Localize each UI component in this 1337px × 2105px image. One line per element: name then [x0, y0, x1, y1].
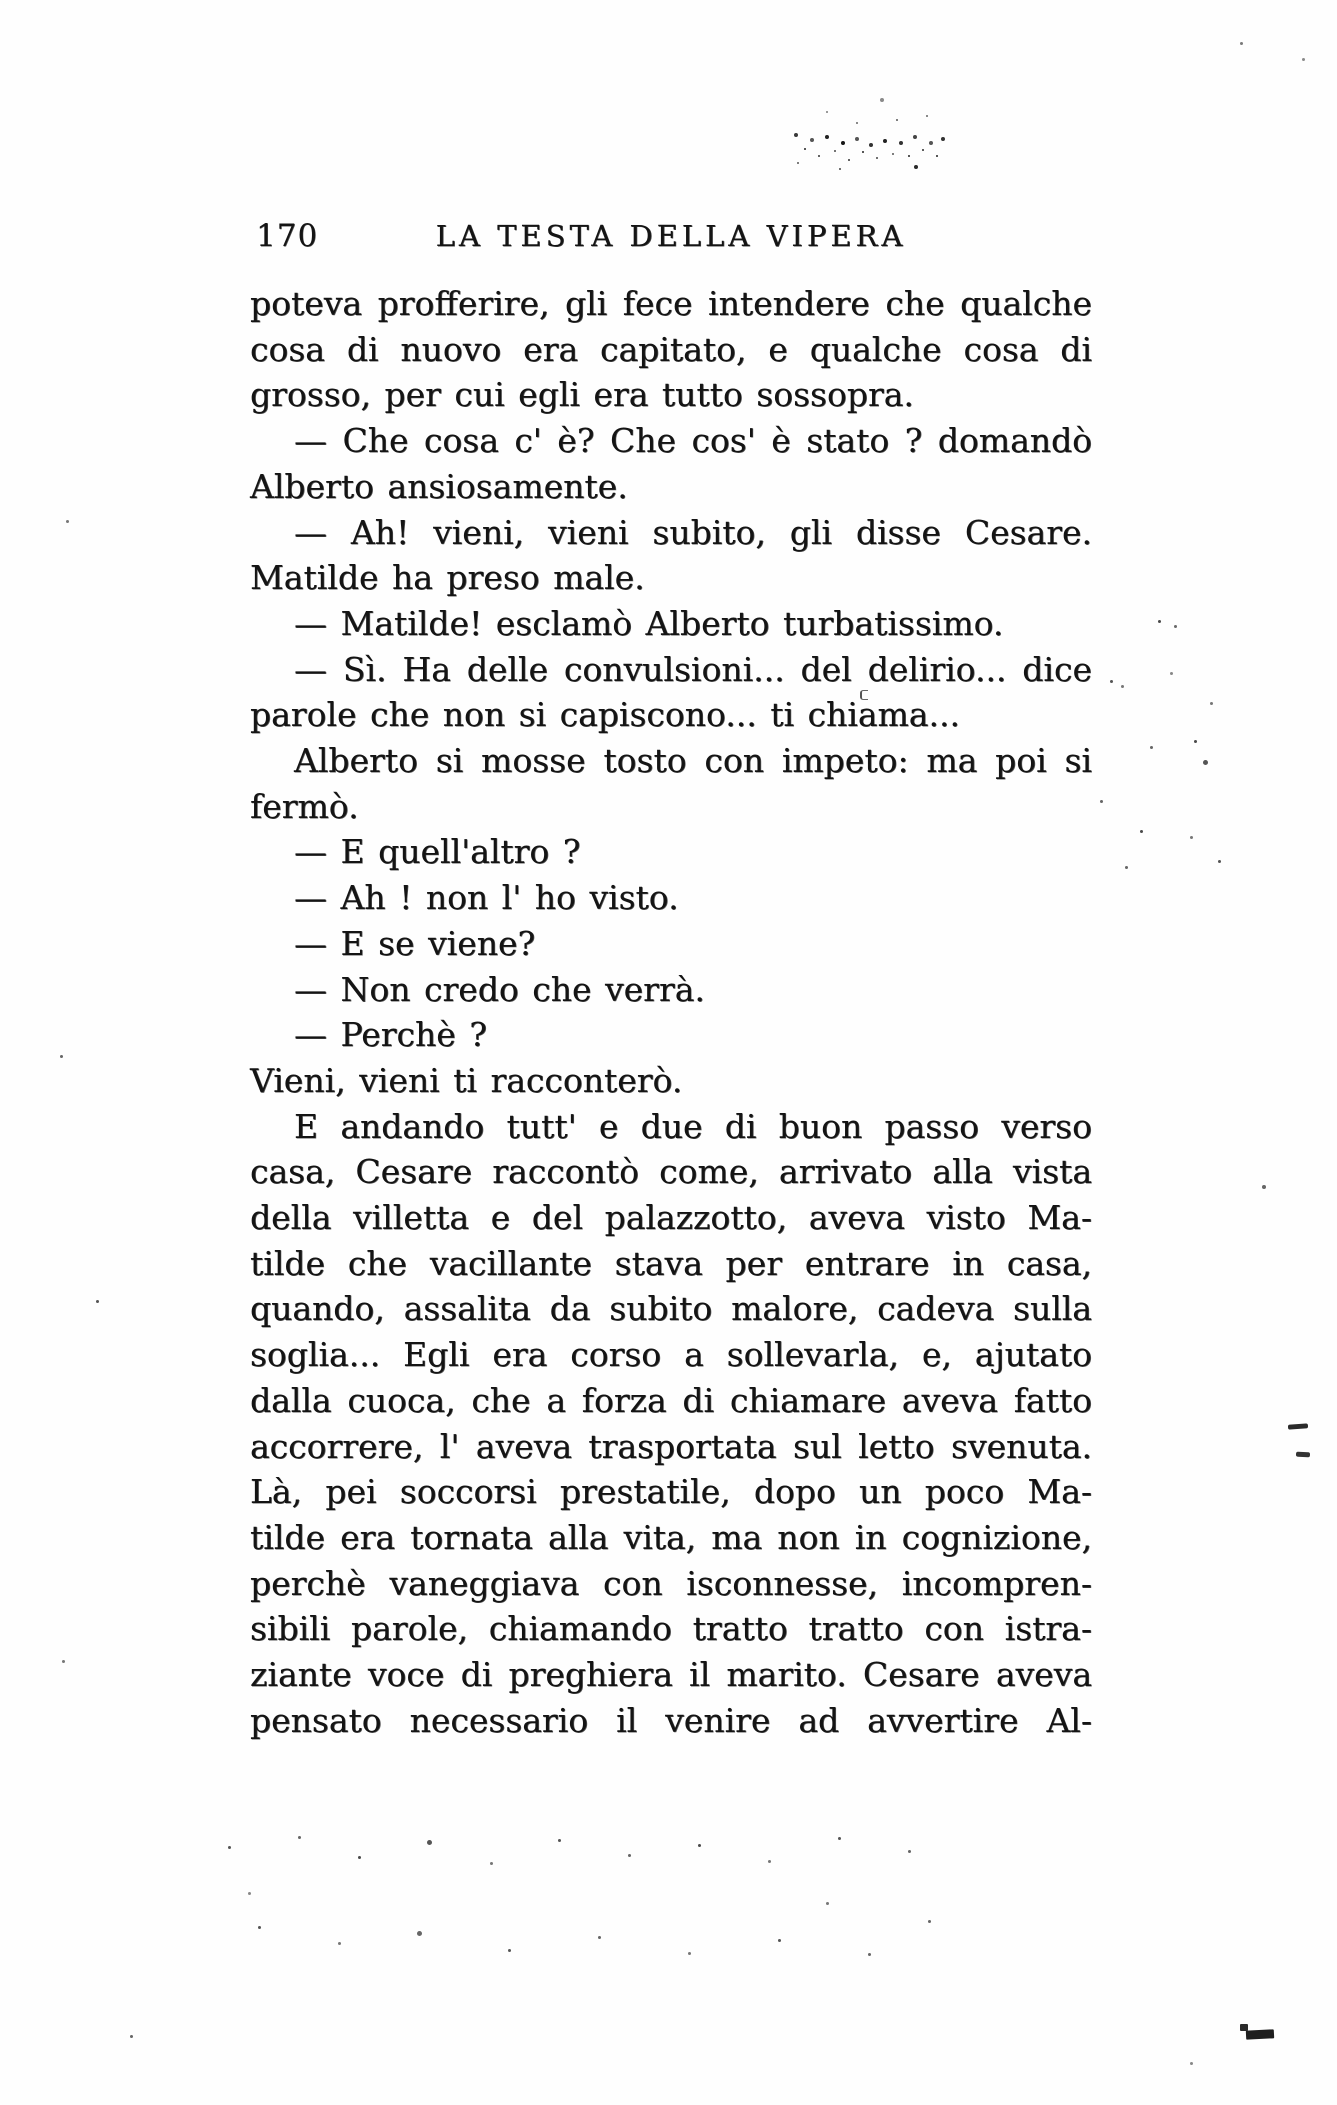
text-line: sibili parole, chiamando tratto tratto con istra-: [250, 1609, 1092, 1649]
text-line: — Perchè ?: [294, 1015, 487, 1055]
text-line: ziante voce di preghiera il marito. Cesare aveva: [250, 1655, 1092, 1695]
scan-noise-edge-dash: [1288, 1423, 1308, 1429]
page-number: 170: [256, 218, 319, 254]
text-line: accorrere, l' aveva trasportata sul letto svenuta.: [250, 1426, 1092, 1466]
scan-noise-ink-mark: [860, 690, 868, 700]
text-line: quando, assalita da subito malore, cadeva sulla: [250, 1289, 1092, 1329]
text-line: fermò.: [250, 786, 359, 826]
text-line: cosa di nuovo era capitato, e qualche cosa di: [250, 329, 1092, 369]
scan-noise-left-margin: [60, 230, 63, 233]
scan-noise-dots-bottom: [1150, 2056, 1153, 2059]
text-line: tilde che vacillante stava per entrare in casa,: [250, 1243, 1092, 1283]
text-line: Alberto ansiosamente.: [250, 466, 628, 506]
text-line: — Non credo che verrà.: [294, 969, 705, 1009]
text-line: casa, Cesare raccontò come, arrivato alla vista: [250, 1152, 1092, 1192]
scan-noise-dot: [1262, 1185, 1266, 1189]
text-line: parole che non si capiscono... ti chiama...: [250, 695, 960, 735]
text-line: — E se viene?: [294, 923, 536, 963]
text-line: Vieni, vieni ti racconterò.: [250, 1060, 683, 1100]
text-line: — Che cosa c' è? Che cos' è stato ? domandò: [294, 421, 1092, 461]
text-line: — Matilde! esclamò Alberto turbatissimo.: [294, 603, 1004, 643]
text-line: Matilde ha preso male.: [250, 558, 645, 598]
text-line: Là, pei soccorsi prestatile, dopo un poco Ma-: [250, 1472, 1092, 1512]
text-line: della villetta e del palazzotto, aveva visto Ma-: [250, 1198, 1092, 1238]
running-title: LA TESTA DELLA VIPERA: [435, 219, 907, 253]
scan-noise-smudge: [795, 92, 797, 94]
scan-noise-edge-dash: [1296, 1452, 1310, 1458]
scan-noise-right-margin: [1100, 612, 1103, 615]
text-line: — E quell'altro ?: [294, 832, 581, 872]
text-line: perchè vaneggiava con isconnesse, incompren-: [250, 1563, 1092, 1603]
scan-noise-bottom: [228, 1832, 231, 1835]
text-line: Alberto si mosse tosto con impeto: ma poi si: [294, 741, 1092, 781]
text-line: pensato necessario il venire ad avvertire Al-: [250, 1700, 1092, 1740]
scan-noise-corner-mark: [1246, 2029, 1274, 2039]
text-line: dalla cuoca, che a forza di chiamare aveva fatto: [250, 1380, 1092, 1420]
text-line: grosso, per cui egli era tutto sossopra.: [250, 375, 914, 415]
text-line: soglia... Egli era corso a sollevarla, e, ajutato: [250, 1335, 1092, 1375]
body-text: [250, 281, 1092, 1744]
text-line: — Ah ! non l' ho visto.: [294, 878, 679, 918]
scan-noise-specks-top: [908, 56, 911, 59]
text-line: E andando tutt' e due di buon passo verso: [294, 1106, 1092, 1146]
text-line: — Ah! vieni, vieni subito, gli disse Cesare.: [294, 512, 1092, 552]
text-line: tilde era tornata alla vita, ma non in cognizione,: [250, 1517, 1092, 1557]
text-line: poteva profferire, gli fece intendere che qualche: [250, 284, 1092, 323]
text-line: — Sì. Ha delle convulsioni... del delirio... dice: [294, 649, 1092, 689]
scan-noise-corner-mark: [1240, 2024, 1248, 2031]
